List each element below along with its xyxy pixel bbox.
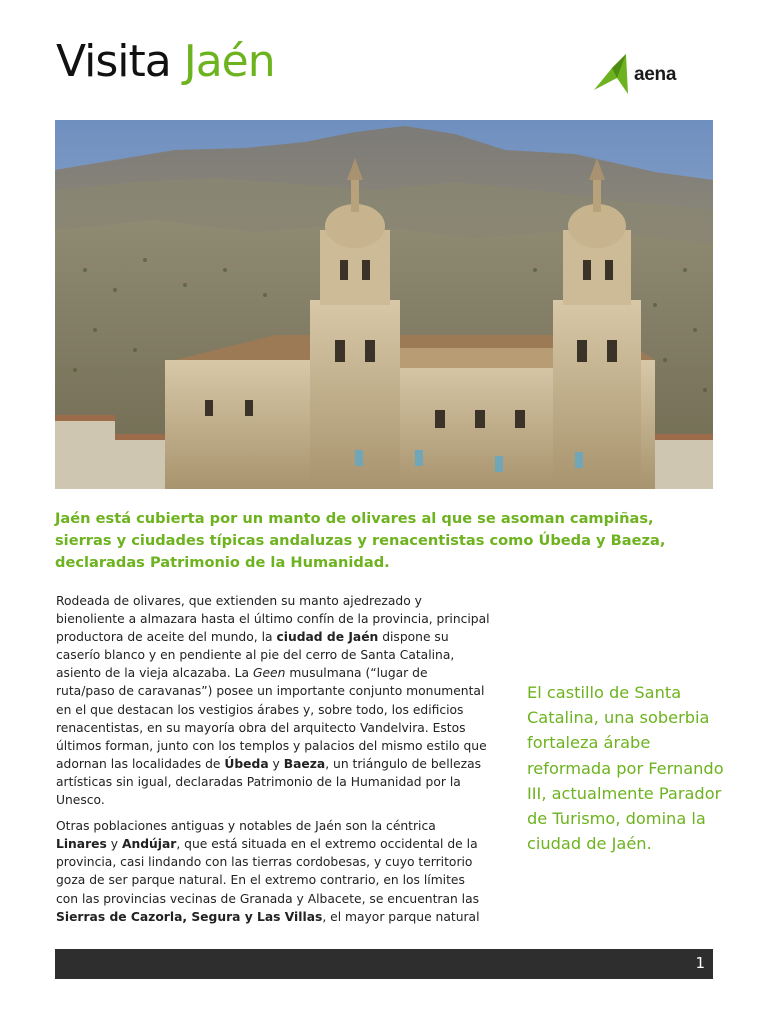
highlight-baeza: Baeza	[283, 756, 326, 771]
italic-geen: Geen	[252, 666, 286, 681]
highlight-ubeda: Úbeda	[224, 756, 269, 771]
lead-paragraph: Jaén está cubierta por un manto de olivares al que se asoman campiñas, sierras y ciudades típicas andaluzas y renacentistas como Úbeda y Baeza, declaradas Patrimonio de la Humanidad.	[55, 510, 666, 571]
page-number: 1	[695, 954, 705, 972]
aena-arrow-icon	[590, 54, 636, 98]
body-paragraph-1	[56, 592, 490, 809]
text-span: dispone su caserío blanco y en pendiente al pie del cerro de Santa Catalina, asiento de la vieja alcazaba. La	[56, 630, 455, 681]
text-span: y	[106, 837, 122, 852]
highlight-ciudad-de-jaen: ciudad de Jaén	[276, 630, 379, 645]
text-span: musulmana (“lugar de ruta/paso de caravanas”) posee un importante conjunto monumental en el que destacan los vestigios árabes y, sobre todo, los edificios renacentistas, en su mayoría obra del arquitecto Vandelvira. Estos últimos forman, junto con los templos y palacios del mismo estilo que adornan las localidades de	[56, 666, 487, 771]
text-span: , un triángulo de bellezas artísticas sin igual, declaradas Patrimonio de la Humanidad por la Unesco.	[56, 756, 482, 808]
text-span: y	[268, 756, 284, 771]
highlight-sierras: Sierras de Cazorla, Segura y Las Villas	[56, 909, 323, 924]
page-title	[56, 36, 275, 87]
body-paragraph-2	[56, 817, 490, 926]
text-span: , el mayor parque natural	[322, 909, 480, 924]
hero-image-cathedral	[55, 120, 713, 489]
text-span: Otras poblaciones antiguas y notables de Jaén son la céntrica	[56, 819, 436, 834]
page-footer-bar	[55, 949, 713, 979]
logo-text: aena	[634, 64, 677, 85]
text-span: , que está situada en el extremo occidental de la provincia, casi lindando con las tierras cordobesas, y cuyo territorio goza de ser parque natural. En el extremo contrario, en los límites con las provincias vecinas de Granada y Albacete, se encuentran las	[56, 837, 480, 906]
title-prefix: Visita	[56, 36, 171, 87]
highlight-linares: Linares	[56, 837, 107, 852]
body-text	[56, 592, 490, 934]
sidebar-pull-quote: El castillo de Santa Catalina, una soberbia fortaleza árabe reformada por Fernando III, actualmente Parador de Turismo, domina la ciudad de Jaén.	[527, 683, 724, 854]
highlight-andujar: Andújar	[121, 837, 177, 852]
aena-logo	[590, 50, 710, 106]
text-span: Rodeada de olivares, que extienden su manto ajedrezado y bienoliente a almazara hasta el último confín de la provincia, principal productora de aceite del mundo, la	[56, 594, 490, 645]
title-accent: Jaén	[183, 36, 275, 87]
